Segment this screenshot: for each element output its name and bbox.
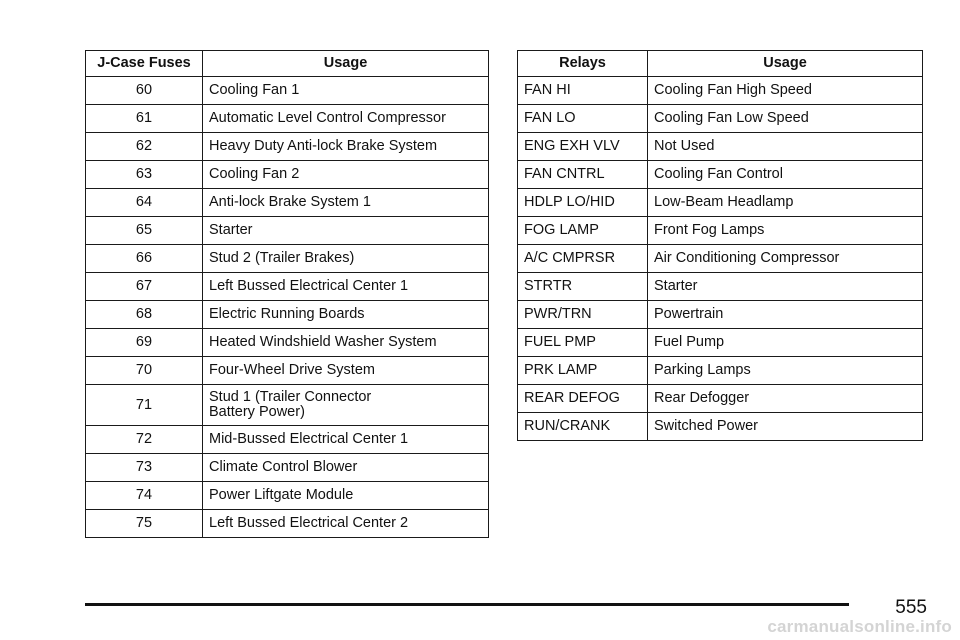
- table-row: [86, 273, 489, 301]
- relay-usage: Powertrain: [648, 301, 923, 329]
- fuse-usage: Heavy Duty Anti-lock Brake System: [203, 133, 489, 161]
- relay-name: ENG EXH VLV: [518, 133, 648, 161]
- relay-name: FAN HI: [518, 77, 648, 105]
- table-row: [86, 161, 489, 189]
- fuse-number: 62: [86, 133, 203, 161]
- fuse-usage: Left Bussed Electrical Center 1: [203, 273, 489, 301]
- fuse-usage: Cooling Fan 1: [203, 77, 489, 105]
- fuse-usage: Mid-Bussed Electrical Center 1: [203, 426, 489, 454]
- table-row: [518, 133, 923, 161]
- fuse-usage: Anti-lock Brake System 1: [203, 189, 489, 217]
- fuse-usage-table: [85, 50, 489, 538]
- fuse-usage: Heated Windshield Washer System: [203, 329, 489, 357]
- fuse-usage: Four-Wheel Drive System: [203, 357, 489, 385]
- table-row: [86, 77, 489, 105]
- table-header-row: [518, 51, 923, 77]
- relay-usage: Parking Lamps: [648, 357, 923, 385]
- relay-usage: Fuel Pump: [648, 329, 923, 357]
- table-row: [86, 482, 489, 510]
- page-number: 555: [895, 597, 927, 618]
- table-row: [86, 385, 489, 426]
- relay-name: REAR DEFOG: [518, 385, 648, 413]
- fuse-number: 67: [86, 273, 203, 301]
- fuse-usage-line: Battery Power): [209, 404, 305, 420]
- table-row: [86, 357, 489, 385]
- fuse-number: 74: [86, 482, 203, 510]
- fuse-usage: Climate Control Blower: [203, 454, 489, 482]
- table-header-row: [86, 51, 489, 77]
- fuse-number: 73: [86, 454, 203, 482]
- table-row: [86, 426, 489, 454]
- table-row: [86, 245, 489, 273]
- relay-usage: Switched Power: [648, 413, 923, 441]
- table-row: [518, 161, 923, 189]
- table-row: [518, 413, 923, 441]
- table-row: [86, 301, 489, 329]
- fuse-number: 69: [86, 329, 203, 357]
- relay-usage: Not Used: [648, 133, 923, 161]
- fuse-number: 68: [86, 301, 203, 329]
- table-row: [518, 301, 923, 329]
- fuse-number: 75: [86, 510, 203, 538]
- table-row: [86, 329, 489, 357]
- table-row: [86, 189, 489, 217]
- table-row: [518, 217, 923, 245]
- table-row: [518, 385, 923, 413]
- relay-name: FAN CNTRL: [518, 161, 648, 189]
- table-row: [86, 510, 489, 538]
- table-row: [518, 329, 923, 357]
- table-row: [86, 105, 489, 133]
- relay-usage-table: [517, 50, 923, 441]
- relay-name: FUEL PMP: [518, 329, 648, 357]
- fuse-number: 64: [86, 189, 203, 217]
- fuse-usage: Left Bussed Electrical Center 2: [203, 510, 489, 538]
- table-row: [86, 454, 489, 482]
- relay-usage: Front Fog Lamps: [648, 217, 923, 245]
- table-row: [86, 133, 489, 161]
- relay-name: FOG LAMP: [518, 217, 648, 245]
- watermark: carmanualsonline.info: [767, 617, 952, 636]
- fuse-number: 66: [86, 245, 203, 273]
- fuse-usage: Power Liftgate Module: [203, 482, 489, 510]
- relay-usage: Cooling Fan High Speed: [648, 77, 923, 105]
- relay-name: PRK LAMP: [518, 357, 648, 385]
- fuse-usage: Starter: [203, 217, 489, 245]
- fuse-usage: Cooling Fan 2: [203, 161, 489, 189]
- relay-name: A/C CMPRSR: [518, 245, 648, 273]
- relay-usage: Cooling Fan Control: [648, 161, 923, 189]
- fuse-number: 60: [86, 77, 203, 105]
- relay-name: PWR/TRN: [518, 301, 648, 329]
- fuse-usage-line: Stud 1 (Trailer Connector: [209, 389, 372, 405]
- fuse-number: 72: [86, 426, 203, 454]
- fuse-number: 70: [86, 357, 203, 385]
- fuse-usage: Automatic Level Control Compressor: [203, 105, 489, 133]
- table-row: [518, 189, 923, 217]
- table-row: [518, 273, 923, 301]
- relay-usage: Cooling Fan Low Speed: [648, 105, 923, 133]
- fuse-usage: Stud 2 (Trailer Brakes): [203, 245, 489, 273]
- column-header-usage: Usage: [648, 51, 923, 77]
- relay-name: FAN LO: [518, 105, 648, 133]
- table-row: [518, 245, 923, 273]
- relay-usage: Air Conditioning Compressor: [648, 245, 923, 273]
- footer-rule: [85, 603, 849, 606]
- relay-usage: Low-Beam Headlamp: [648, 189, 923, 217]
- fuse-usage: [203, 385, 489, 426]
- table-row: [518, 77, 923, 105]
- fuse-number: 65: [86, 217, 203, 245]
- relay-name: STRTR: [518, 273, 648, 301]
- fuse-number: 71: [86, 385, 203, 426]
- fuse-usage: Electric Running Boards: [203, 301, 489, 329]
- table-row: [86, 217, 489, 245]
- table-row: [518, 357, 923, 385]
- relay-name: HDLP LO/HID: [518, 189, 648, 217]
- fuse-number: 61: [86, 105, 203, 133]
- relay-name: RUN/CRANK: [518, 413, 648, 441]
- column-header-fuses: J-Case Fuses: [86, 51, 203, 77]
- column-header-usage: Usage: [203, 51, 489, 77]
- relay-usage: Rear Defogger: [648, 385, 923, 413]
- column-header-relays: Relays: [518, 51, 648, 77]
- table-row: [518, 105, 923, 133]
- fuse-number: 63: [86, 161, 203, 189]
- relay-usage: Starter: [648, 273, 923, 301]
